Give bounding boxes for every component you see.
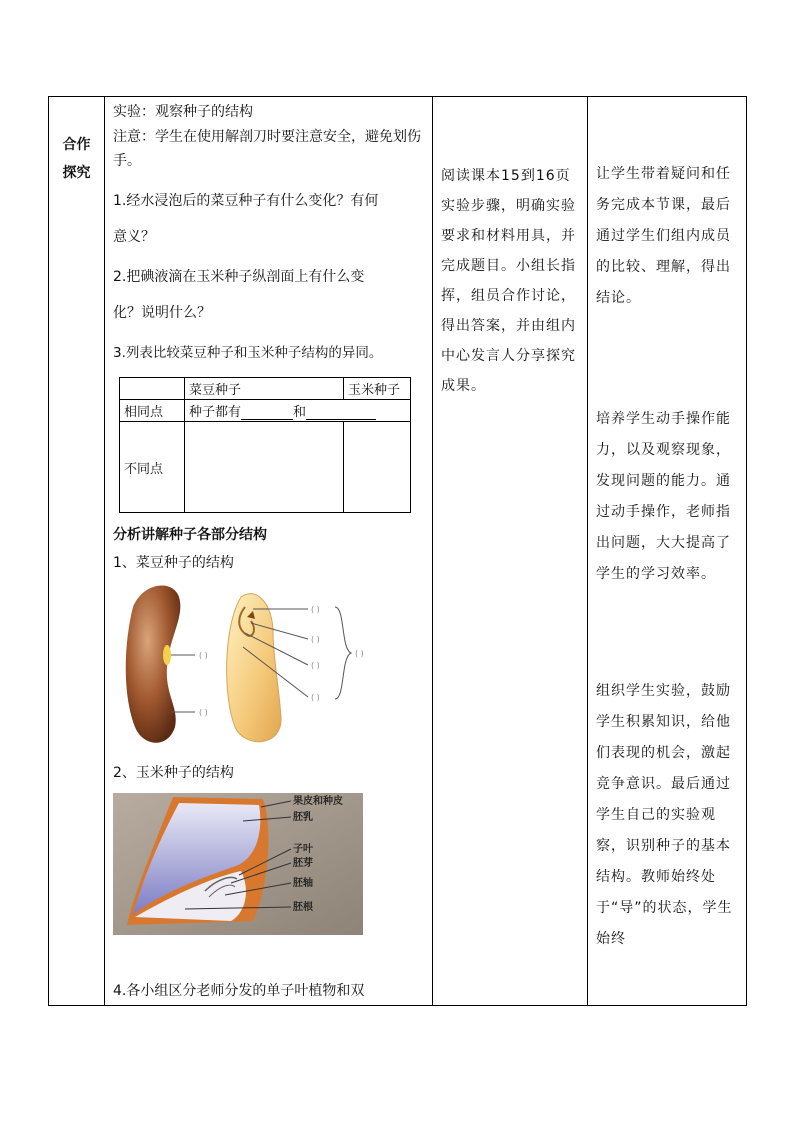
content-cell <box>105 97 433 1006</box>
svg-text:( ): ( ) <box>199 708 208 717</box>
stage-cell <box>49 97 105 1006</box>
stage-label-1: 合作 <box>62 137 91 153</box>
corn-label-plumule: 胚芽 <box>293 858 313 869</box>
svg-text:( ): ( ) <box>199 651 208 660</box>
question-2-line2: 化？说明什么？ <box>113 305 211 321</box>
corn-label-hypocotyl: 胚轴 <box>293 878 313 889</box>
compare-header-corn: 玉米种子 <box>344 378 411 400</box>
question-4: 4.各小组区分老师分发的单子叶植物和双 <box>113 983 365 999</box>
svg-text:( ): ( ) <box>355 649 364 658</box>
corn-seed-figure <box>113 787 373 937</box>
analysis-heading: 分析讲解种子各部分结构 <box>113 527 267 543</box>
bean-opened-seed <box>227 594 281 742</box>
corn-heading: 2、玉米种子的结构 <box>113 765 234 781</box>
compare-diff-corn[interactable] <box>344 422 411 513</box>
svg-text:( ): ( ) <box>311 605 320 614</box>
question-3: 3.列表比较菜豆种子和玉米种子结构的异同。 <box>113 345 383 361</box>
safety-note: 注意：学生在使用解剖刀时要注意安全，避免划伤手。 <box>113 129 421 169</box>
stage-label-2: 探究 <box>62 165 91 181</box>
compare-diff-label: 不同点 <box>120 422 185 513</box>
bean-whole-seed <box>126 586 181 743</box>
bean-seed-figure <box>113 577 373 757</box>
intent-paragraph-3: 组织学生实验，鼓励学生积累知识，给他们表现的机会，激起竞争意识。最后通过学生自己的实验观察，识别种子的基本结构。教师始终处于“导”的状态，学生始终 <box>596 683 733 947</box>
svg-text:( ): ( ) <box>311 693 320 702</box>
question-2 <box>113 259 428 331</box>
compare-table <box>119 377 411 513</box>
student-activity-text: 阅读课本15到16页实验步骤，明确实验要求和材料用具，并完成题目。小组长指挥，组员合作讨论，得出答案，并由组内中心发言人分享探究成果。 <box>441 168 576 394</box>
corn-label-pericarp: 果皮和种皮 <box>293 796 343 807</box>
fill-blank-2[interactable] <box>306 407 376 420</box>
question-2-line1: 2.把碘液滴在玉米种子纵剖面上有什么变 <box>113 269 365 285</box>
lesson-table <box>48 96 747 1006</box>
corn-label-endosperm: 胚乳 <box>293 812 313 823</box>
compare-same-label: 相同点 <box>120 400 185 422</box>
same-text-a: 种子都有 <box>189 405 242 420</box>
compare-header-bean: 菜豆种子 <box>185 378 344 400</box>
intent-paragraph-2: 培养学生动手操作能力，以及观察现象，发现问题的能力。通过动手操作，老师指出问题，大大提高了学生的学习效率。 <box>596 411 731 582</box>
intent-paragraph-1: 让学生带着疑问和任务完成本节课，最后通过学生们组内成员的比较、理解，得出结论。 <box>596 166 731 306</box>
svg-text:( ): ( ) <box>311 635 320 644</box>
question-1 <box>113 183 428 255</box>
bean-heading: 1、菜豆种子的结构 <box>113 555 234 571</box>
compare-header-blank <box>120 378 185 400</box>
svg-text:( ): ( ) <box>311 661 320 670</box>
fill-blank-1[interactable] <box>241 407 293 420</box>
corn-label-radicle: 胚根 <box>293 902 313 913</box>
compare-same-content <box>185 400 411 422</box>
student-activity-cell <box>433 97 588 1006</box>
experiment-title: 实验：观察种子的结构 <box>113 104 253 120</box>
question-1-line2: 意义？ <box>113 229 155 245</box>
same-text-b: 和 <box>293 405 307 420</box>
design-intent-cell <box>588 97 747 1006</box>
compare-diff-bean[interactable] <box>185 422 344 513</box>
question-1-line1: 1.经水浸泡后的菜豆种子有什么变化？有何 <box>113 193 379 209</box>
corn-label-cotyledon: 子叶 <box>293 844 313 855</box>
